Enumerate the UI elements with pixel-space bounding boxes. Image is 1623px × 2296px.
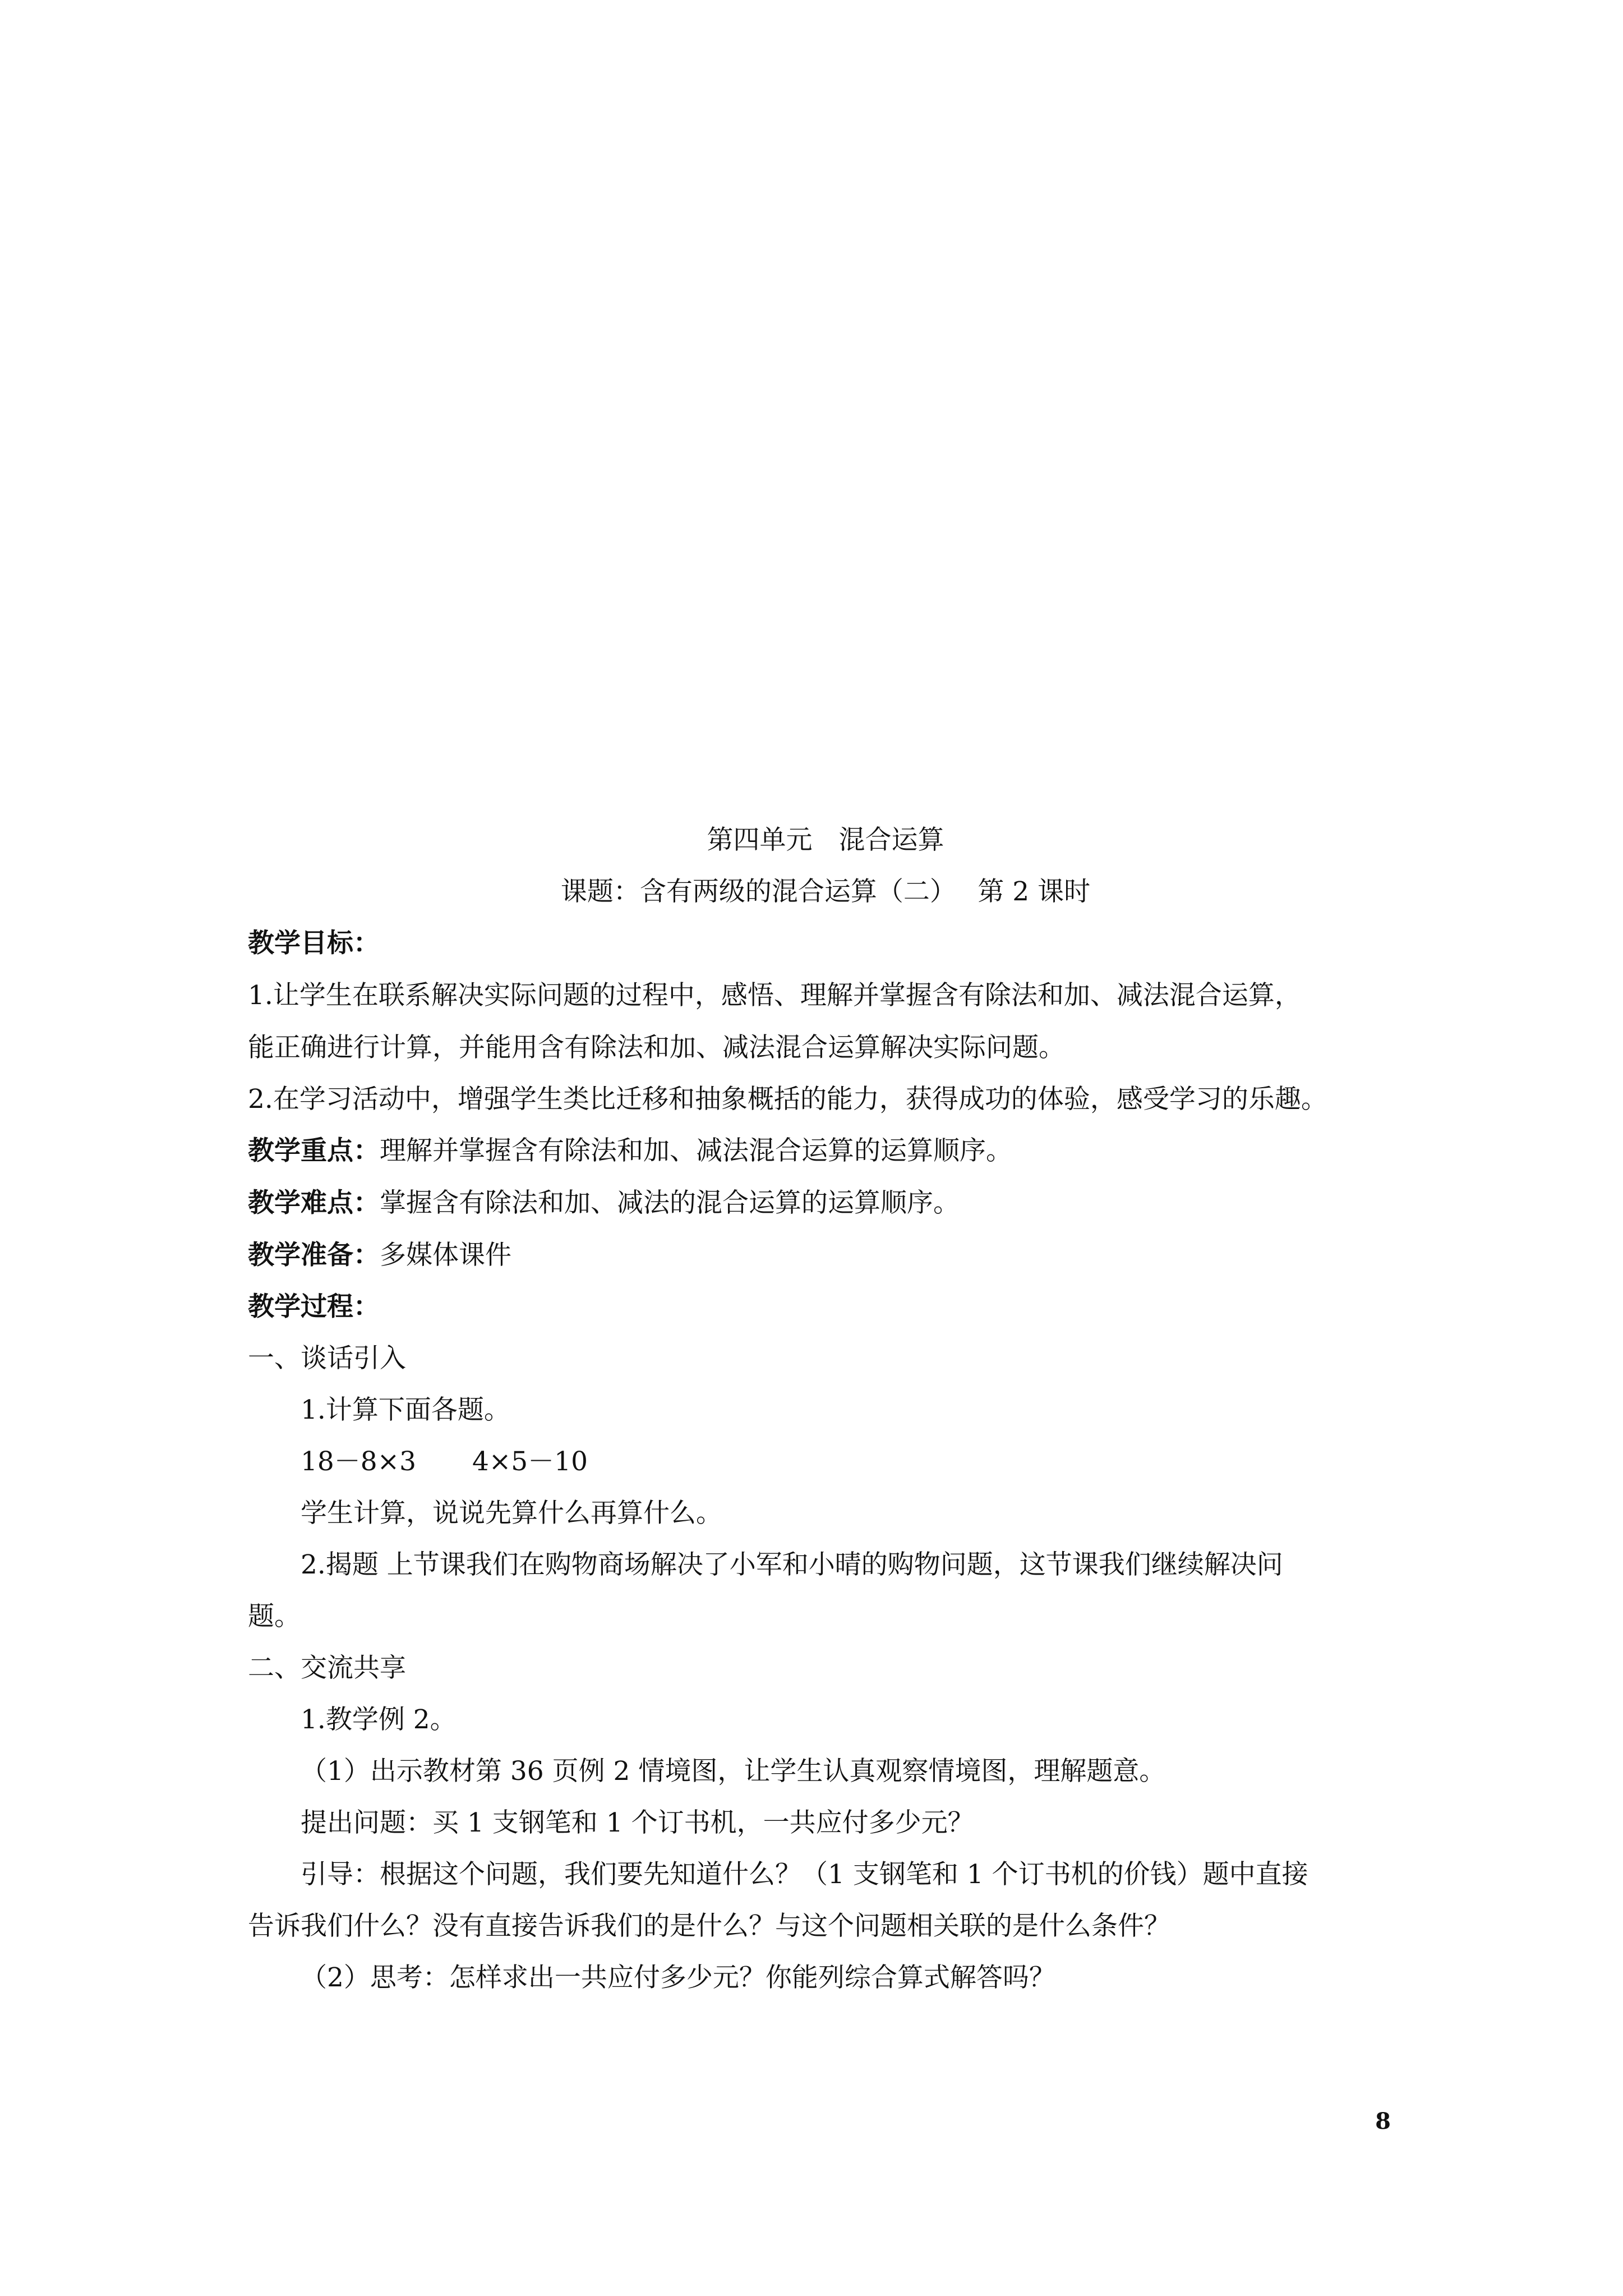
s1-item-2-line-2: 题。: [248, 1601, 301, 1632]
objective-1-line-2: 能正确进行计算，并能用含有除法和加、减法混合运算解决实际问题。: [248, 1032, 1065, 1063]
objective-2: 2.在学习活动中，增强学生类比迁移和抽象概括的能力，获得成功的体验，感受学习的乐趣。: [248, 1084, 1327, 1115]
s1-expressions: [301, 1445, 1456, 1479]
s2-question: 提出问题：买 1 支钢笔和 1 个订书机，一共应付多少元？: [301, 1807, 974, 1838]
key-point-label: 教学重点：: [248, 1135, 380, 1166]
difficulty-label: 教学难点：: [248, 1188, 380, 1218]
lesson-title: 课题：含有两级的混合运算（二） 第 2 课时: [560, 876, 1091, 907]
s1-expression-1: 18－8×3: [301, 1446, 416, 1477]
s2-guide-line-1: 引导：根据这个问题，我们要先知道什么？（1 支钢笔和 1 个订书机的价钱）题中直接: [301, 1859, 1308, 1890]
unit-title: 第四单元 混合运算: [707, 825, 944, 855]
s2-sub-1: （1）出示教材第 36 页例 2 情境图，让学生认真观察情境图，理解题意。: [301, 1756, 1166, 1787]
s1-item-2-line-1: 2.揭题 上节课我们在购物商场解决了小军和小晴的购物问题，这节课我们继续解决问: [301, 1549, 1283, 1580]
process-heading: 教学过程：: [248, 1291, 380, 1322]
s2-guide-line-2: 告诉我们什么？没有直接告诉我们的是什么？与这个问题相关联的是什么条件？: [248, 1911, 1170, 1941]
preparation: [248, 1239, 1403, 1272]
key-point-text: 理解并掌握含有除法和加、减法混合运算的运算顺序。: [380, 1135, 1012, 1166]
preparation-text: 多媒体课件: [380, 1240, 511, 1271]
preparation-label: 教学准备：: [248, 1240, 380, 1271]
section-2-heading: 二、交流共享: [248, 1653, 406, 1683]
s2-item-1: 1.教学例 2。: [301, 1704, 457, 1735]
difficulty-text: 掌握含有除法和加、减法的混合运算的运算顺序。: [380, 1188, 960, 1218]
objectives-heading: 教学目标：: [248, 928, 380, 959]
section-1-heading: 一、谈话引入: [248, 1343, 406, 1374]
difficulty: [248, 1186, 1403, 1220]
key-point: [248, 1134, 1403, 1168]
objective-1-line-1: 1.让学生在联系解决实际问题的过程中，感悟、理解并掌握含有除法和加、减法混合运算，: [248, 980, 1301, 1011]
s1-expression-2: 4×5－10: [472, 1446, 588, 1477]
s1-note: 学生计算，说说先算什么再算什么。: [301, 1498, 722, 1529]
s1-item-1: 1.计算下面各题。: [301, 1395, 510, 1425]
s2-sub-2: （2）思考：怎样求出一共应付多少元？你能列综合算式解答吗？: [301, 1962, 1055, 1993]
page-number: 8: [1375, 2108, 1391, 2134]
